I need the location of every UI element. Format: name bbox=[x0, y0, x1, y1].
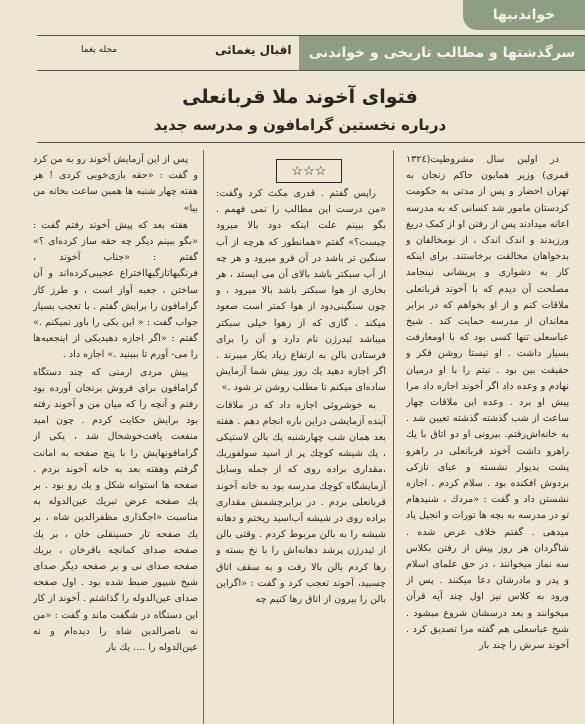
text-column-left bbox=[33, 152, 198, 724]
article-title: فتوای آخوند ملا قربانعلی bbox=[182, 86, 418, 108]
paragraph: در اولین سال مشروطیت(١٣٢٤ قمری) وزیر همایون حاکم زنجان به تهران احضار و پس از مدتی به حکومت کردستان مامور شد کسانی که به مدرسه اعانه میدادند پس از رفتن او از کمک دریغ ورزیدند و اندک اندک ، از نومخالفان و بدخواهان مخالفت برخاستند. برای اینکه کار به دشواری و پریشانی نینجامد مصلحت آن دیدم که با آخوند قربانعلی ملاقات کنم و از او بخواهم که در برابر معاندان از مدرسه حمایت کند . شیخ عباسعلی تنها کسی بود که با اومعارفت بسیار داشت . او نیستا روشن فکر و حقیقت بین بود . نیتم را با او درمیان نهادم و وعده داد اگر آخوند اجازه داد مرا پیش او برد . وعده این ملاقات چهار ساعت از شب گذشته گذشته تعیین شد . به خانه‌اش‌رفتم. بیرونی او دو اتاق با یك راهرو داشت آخوند قربانعلی در راهرو پشت بدیوار نشسته و عبای نازکی بردوش افکنده بود . سلام کردم . اجازه نشستن داد و گفت : «مردك ، شنیدهام تو در مدرسه به بچه ها تورات و انجیل یاد میدهی . گفتم خلاف عرض شده . شاگردان هر روز پیش از رفتن بکلاس سه نماز میخوانند ، در حق علمای اسلام و پدر و مادرشان دعا میکنند . پس از ورود به کلاس نیز اول چند آیه قرآن میخوانند و بعد درسشان شروع میشود . شیخ عباسعلی هم گفته مرا تصدیق کرد . آخوند سرش را چند بار bbox=[406, 154, 569, 652]
magazine-name: مجله یغما bbox=[81, 45, 118, 55]
article-subtitle: درباره نخستین گرامافون و مدرسه جدید bbox=[153, 116, 447, 134]
paragraph: پس از این آزمایش آخوند رو به من کرد و گفت : «حقه بازی‌خوبی کردی ! هر هفته چهار شنبه ها همین ساعت بخانه من بیا» bbox=[33, 154, 198, 214]
star-ornament: ☆☆☆ bbox=[291, 163, 327, 179]
section-tab-label: خواندنیها bbox=[492, 7, 556, 23]
series-band bbox=[299, 36, 585, 70]
header-strip bbox=[37, 35, 585, 71]
star-ornament-box bbox=[276, 159, 342, 183]
paragraph: راپس گفتم . قدری مکث کرد وگفت: «من درست این مطالب را نمی فهمم . بگو ببینم علت اینکه دود بالا میرود چیست؟» گفتم «همانطور که هرچه از آب سنگین تر باشد در آن فرو میرود و هر چه از آب سبکتر باشد بالای آن می ایستد ، هر بخاری از هوا سبکتر باشد بالا میرود ، و چون سنگینی‌دود از هوا کمتر است صعود میکند . گازی که از زهوا خیلی سبکتر میباشد ئیدرژن نام دارد و آن را برای فرستادن بالن به ارتفاع زیاد بکار میبرند . اگر اجازه دهید یك روز پیش شما آزمایش ساده‌ای میکنم تا مطلب روشن تر شود .» bbox=[216, 188, 386, 394]
author-name: اقبال یغمائی bbox=[215, 43, 292, 57]
paragraph: پیش مردی ارمنی که چند دستگاه گرامافون برای فروش برنجان آورده بود رفتم و آنچه را که میان من و آخوند رفته بود برایش حکایت کردم . چون امید منفعت یافت‌خوشحال شد ، یکی از گرامافونهایش را با پنج صفحه به امانت گرفتم وهفته بعد به خانه آخوند بردم . صفحه ها استوانه شکل و یك رو بود . بر یك صفحه عرض تبریك عین‌الدوله به مناسبت «اجگذاری مظفرالدین شاه ، بر یك صفحه تار حسینقلی خان ، بر یك صفحه صدای کمانچه باقرخان ، بریك صفحه صدای نی و بر صفحه دیگر صدای شیخ شیپور ضبط شده بود . اول صفحه صدای عین‌الدوله را گذاشتم . آخوند از کار این دستگاه در شگفت ماند و گفت : «من نه ناصرالدین شاه را دیده‌ام و نه عین‌الدوله را .... یك بار bbox=[33, 366, 198, 654]
section-tab bbox=[463, 0, 585, 30]
paragraph: هفته بعد که پیش آخوند رفتم گفت : «بگو ببینم دیگر چه حقه ساز کرده‌ای ؟» گفتم : «جناب آخوند ، فرنگیهاتازگیهااختراع عجیبی‌کرده‌اند و آن ساختن ، جعبه آواز است ، و طرز کار گرامافون را برایش گفتم . با تعجب بسیار جواب گفت : « این یکی را باور نمیکنم .» گفتم : «اگر اجازه دهیدیکی از اینجعبه‌ها را می- آورم تا ببینید .» اجازه داد . bbox=[33, 219, 198, 361]
paragraph: به خوشرو‌ئی اجازه داد که در ملاقات آینده آزمایشی در‌این باره انجام دهم . هفته بعد همان شب چهار‌شنبه یك بالن لاستیکی ، یك شیشه کوچك پر از اسید سولفوریك ،مقداری براده روی که از جمله وسایل آزمایشگاه کوچك مدرسه بود به خانه آخوند قربانعلی بردم . در برابر‌چشمش مقداری براده روی در شیشه آب‌اسید ریختم و دهانه شیشه را به بالن مربوط کردم . وقتی بالن از ئیدرژن پرشد دهانه‌اش را با نخ بسته و رها کردم بالن بالا رفت و به سقف اتاق چسبید، آخوند تعجب کرد و گفت : «اگراین بالن را بیرون از اتاق رها کنیم چه bbox=[216, 399, 386, 606]
column-divider bbox=[393, 150, 394, 724]
series-title: سرگذشتها و مطالب تاریخی و خواندنی bbox=[308, 45, 576, 61]
text-column-middle bbox=[216, 186, 386, 724]
text-column-right bbox=[406, 152, 569, 724]
title-divider bbox=[37, 142, 585, 143]
column-divider bbox=[203, 150, 204, 724]
